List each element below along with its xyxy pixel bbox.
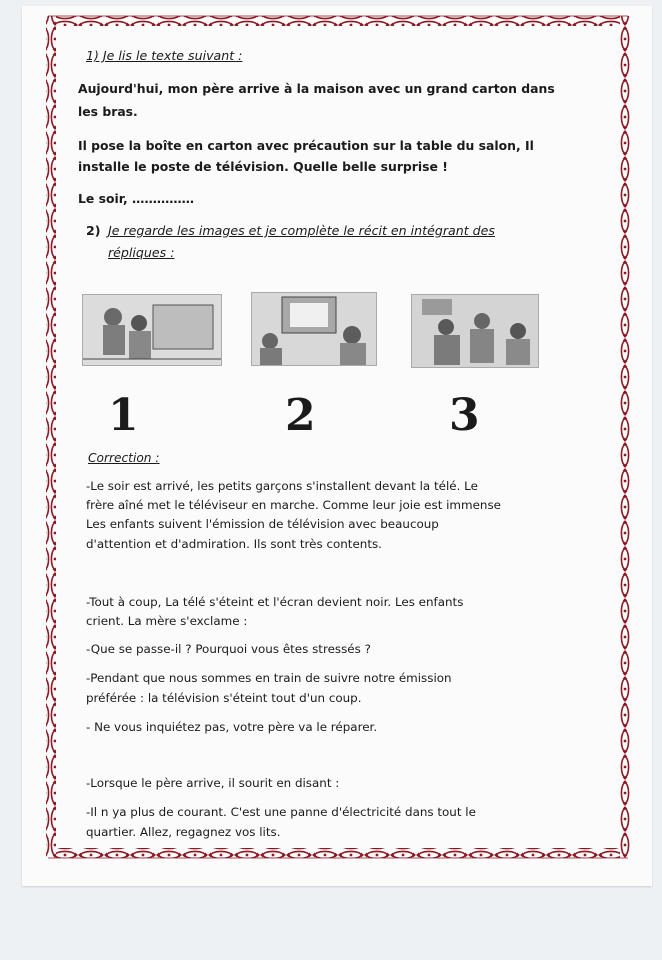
q1-paragraph-2-line-2: installe le poste de télévision. Quelle belle surprise !: [78, 159, 448, 174]
correction-p7-line-2: quartier. Allez, regagnez vos lits.: [86, 825, 281, 839]
q1-paragraph-2-line-1: Il pose la boîte en carton avec précaution sur la table du salon, Il: [78, 138, 534, 153]
q2-heading-line-2: répliques :: [108, 245, 175, 260]
correction-p1-line-1: -Le soir est arrivé, les petits garçons s'installent devant la télé. Le: [86, 479, 478, 493]
family-tv-repair-illustration: [412, 295, 538, 367]
correction-p5: - Ne vous inquiétez pas, votre père va le réparer.: [86, 720, 378, 734]
correction-p6: -Lorsque le père arrive, il sourit en disant :: [86, 776, 340, 790]
children-watching-tv-illustration: [252, 293, 376, 365]
q1-paragraph-3: Le soir, ……………: [78, 191, 195, 206]
family-tv-unboxing-illustration: [83, 295, 221, 365]
image-label-2: 2: [285, 390, 316, 441]
q1-paragraph-1-line-2: les bras.: [78, 104, 138, 119]
q2-heading-line-1: Je regarde les images et je complète le récit en intégrant des: [108, 223, 495, 238]
q1-paragraph-1-line-1: Aujourd'hui, mon père arrive à la maison avec un grand carton dans: [78, 81, 555, 96]
correction-p1-line-2: frère aîné met le téléviseur en marche. Comme leur joie est immense: [86, 498, 501, 512]
correction-p4-line-2: préférée : la télévision s'éteint tout d'un coup.: [86, 691, 362, 705]
q1-heading: 1) Je lis le texte suivant :: [86, 48, 243, 63]
image-1: [82, 294, 222, 366]
correction-p1-line-4: d'attention et d'admiration. Ils sont très contents.: [86, 537, 382, 551]
correction-p2-line-1: -Tout à coup, La télé s'éteint et l'écran devient noir. Les enfants: [86, 595, 464, 609]
q2-number: 2): [86, 223, 101, 238]
correction-p3: -Que se passe-il ? Pourquoi vous êtes stressés ?: [86, 642, 371, 656]
correction-title: Correction :: [88, 451, 160, 465]
correction-p7-line-1: -Il n ya plus de courant. C'est une panne d'électricité dans tout le: [86, 805, 476, 819]
correction-p1-line-3: Les enfants suivent l'émission de télévision avec beaucoup: [86, 517, 439, 531]
correction-p4-line-1: -Pendant que nous sommes en train de suivre notre émission: [86, 671, 452, 685]
image-label-1: 1: [108, 390, 139, 441]
image-3: [411, 294, 539, 368]
image-2: [251, 292, 377, 366]
correction-p2-line-2: crient. La mère s'exclame :: [86, 614, 248, 628]
image-label-3: 3: [449, 390, 480, 441]
